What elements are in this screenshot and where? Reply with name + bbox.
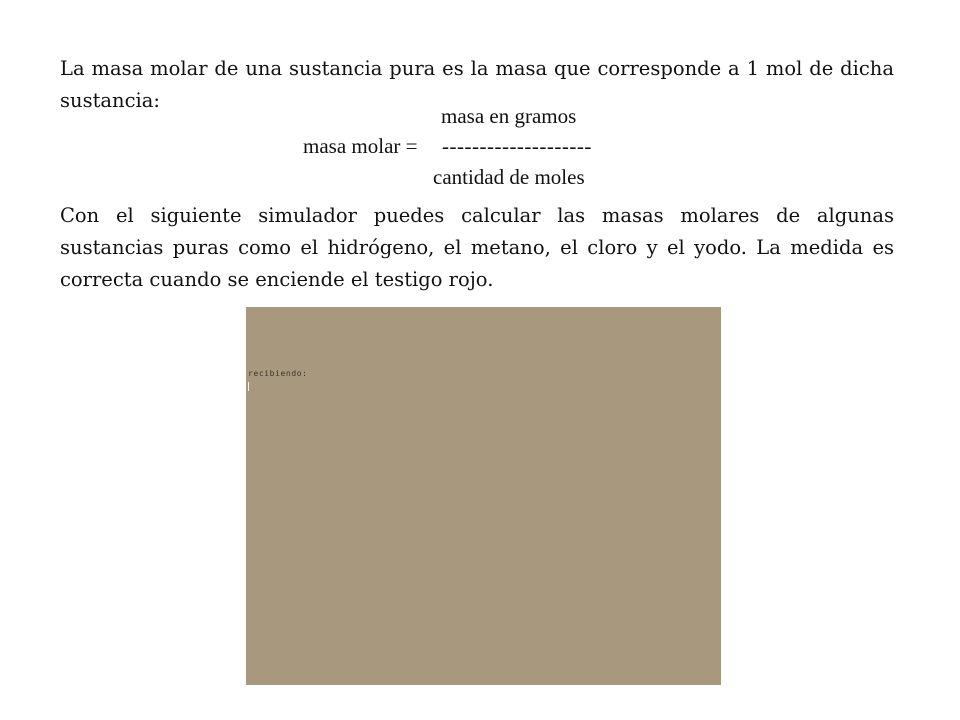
loading-progress-bar — [248, 382, 249, 391]
intro-paragraph: La masa molar de una sustancia pura es la masa que corresponde a 1 mol de dicha sustancia: — [60, 57, 894, 112]
formula-fraction-bar: -------------------- — [442, 134, 592, 158]
molar-mass-simulator[interactable] — [246, 307, 721, 685]
formula-numerator: masa en gramos — [441, 104, 577, 128]
formula-left-side: masa molar = — [303, 134, 418, 158]
formula-denominator: cantidad de moles — [433, 165, 585, 189]
simulator-description-paragraph: Con el siguiente simulador puedes calcular las masas molares de algunas sustancias puras como el hidrógeno, el metano, el cloro y el yodo. La medida es correcta cuando se enciende el testigo rojo. — [60, 204, 894, 291]
loading-status-label: recibiendo: — [248, 369, 308, 378]
